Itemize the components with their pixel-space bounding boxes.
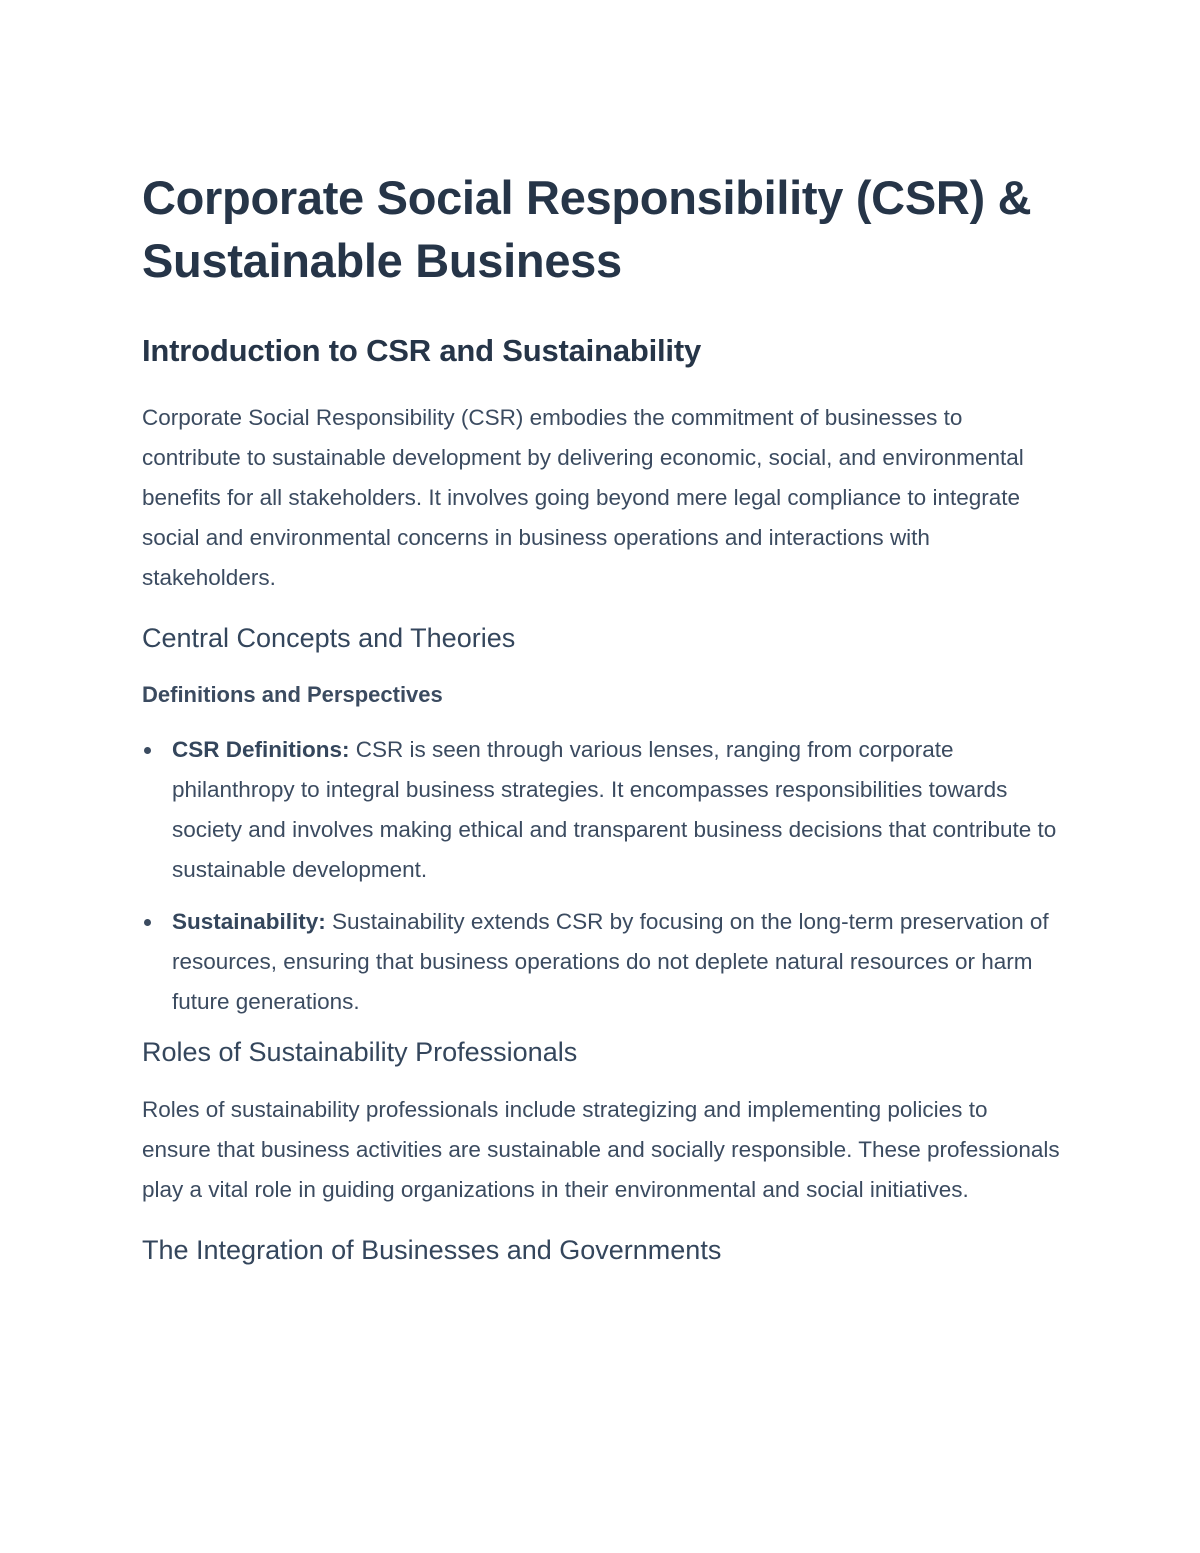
definitions-heading: Definitions and Perspectives: [142, 682, 443, 707]
bullet-icon: [144, 747, 151, 754]
roles-heading: Roles of Sustainability Professionals: [142, 1037, 578, 1067]
bullet-icon: [144, 919, 151, 926]
intro-paragraph: Corporate Social Responsibility (CSR) embodies the commitment of businesses to contribute to sustainable development by delivering economic, social, and environmental benefits for all stakeholders. It involves going beyond mere legal compliance to integrate social and environmental concerns in business operations and interactions with stakeholders.: [142, 405, 1024, 590]
list-item-text: Sustainability extends CSR by focusing on the long-term preservation of resources, ensuring that business operations do not deplete natural resources or harm future generations.: [172, 909, 1049, 1014]
list-item-term: CSR Definitions:: [172, 737, 350, 762]
intro-heading: Introduction to CSR and Sustainability: [142, 333, 702, 368]
list-item: [142, 902, 1062, 1022]
roles-paragraph: Roles of sustainability professionals include strategizing and implementing policies to ensure that business activities are sustainable and socially responsible. These professionals play a vital role in guiding organizations in their environmental and social initiatives.: [142, 1097, 1060, 1202]
list-item: [142, 730, 1062, 890]
concepts-heading: Central Concepts and Theories: [142, 623, 516, 653]
definitions-list: [142, 730, 1062, 1022]
list-item-term: Sustainability:: [172, 909, 326, 934]
document-page: [142, 166, 1062, 1268]
integration-heading: The Integration of Businesses and Governments: [142, 1235, 722, 1265]
list-item-text: CSR is seen through various lenses, ranging from corporate philanthropy to integral business strategies. It encompasses responsibilities towards society and involves making ethical and transparent business decisions that contribute to sustainable development.: [172, 737, 1057, 882]
document-title: Corporate Social Responsibility (CSR) & Sustainable Business: [142, 171, 1032, 287]
